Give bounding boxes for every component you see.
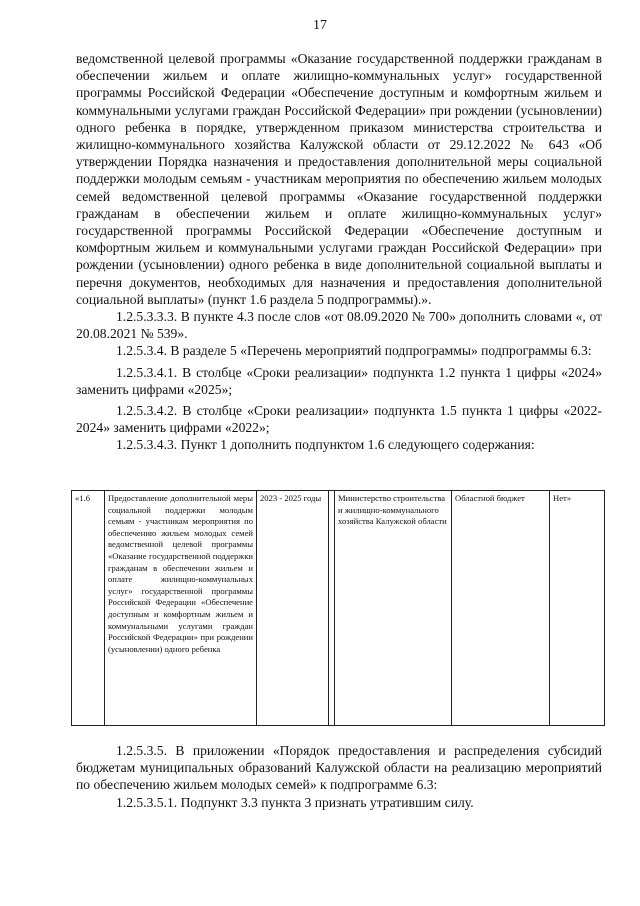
page-number: 17: [313, 18, 327, 33]
paragraph-1-2-5-3-5-1: 1.2.5.3.5.1. Подпункт 3.3 пункта 3 признать утратившим силу.: [116, 794, 474, 810]
paragraph-1-2-5-3-5: 1.2.5.3.5. В приложении «Порядок предоставления и распределения субсидий бюджетам муниципальных образований Калужской области на реализацию мероприятий по обеспечению жильем молодых семей» к подпрограмме 6.3:: [76, 743, 602, 793]
cell-executor: Министерство строительства и жилищно-коммунального хозяйства Калужской области: [335, 491, 452, 726]
paragraph-1-2-5-3-4-1: 1.2.5.3.4.1. В столбце «Сроки реализации» подпункта 1.2 пункта 1 цифры «2024» заменить цифрами «2025»;: [76, 364, 602, 397]
paragraph-continuation: ведомственной целевой программы «Оказание государственной поддержки гражданам в обеспечении жильем и оплате жилищно-коммунальных услуг» государственной программы Российской Федерации «Обеспечение доступным и комфортным жильем и коммунальными услугами граждан Российской Федерации» при рождении (усыновлении) одного ребенка в порядке, утвержденном приказом министерства строительства и жилищно-коммунального хозяйства Калужской области от 29.12.2022 № 643 «Об утверждении Порядка назначения и предоставления дополнительной меры социальной поддержки молодым семьям - участникам мероприятия по обеспечению жильем молодых семей ведомственной целевой программы «Оказание государственной поддержки гражданам в обеспечении жильем и оплате жилищно-коммунальных услуг» государственной программы Российской Федерации «Обеспечение доступным и комфортным жильем и коммунальными услугами граждан Российской Федерации» при рождении (усыновлении) одного ребенка в виде дополнительной социальной выплаты и перечня документов, необходимых для назначения и предоставления дополнительной социальной выплаты» (пункт 1.6 раздела 5 подпрограммы).».: [76, 51, 602, 307]
paragraph-1-2-5-3-4-2: 1.2.5.3.4.2. В столбце «Сроки реализации» подпункта 1.5 пункта 1 цифры «2022-2024» заменить цифрами «2022»;: [76, 403, 602, 436]
cell-period: 2023 - 2025 годы: [257, 491, 329, 726]
paragraph-1-2-5-3-3-3: 1.2.5.3.3.3. В пункте 4.3 после слов «от 08.09.2020 № 700» дополнить словами «, от 20.08.2021 № 539».: [76, 309, 602, 342]
table-row: [72, 491, 605, 726]
activity-table: [71, 490, 605, 726]
paragraph-1-2-5-3-4: 1.2.5.3.4. В разделе 5 «Перечень мероприятий подпрограммы» подпрограммы 6.3:: [116, 343, 592, 359]
cell-number: «1.6: [72, 491, 105, 726]
cell-activity: Предоставление дополнительной меры социальной поддержки молодым семьям - участникам мероприятия по обеспечению жильем молодых семей ведомственной целевой программы «Оказание государственной поддержки гражданам в обеспечении жильем и оплате жилищно-коммунальных услуг» государственной программы Российской Федерации «Обеспечение доступным и комфортным жильем и коммунальными услугами граждан Российской Федерации» при рождении (усыновлении) одного ребенка: [105, 491, 257, 726]
cell-source: Областной бюджет: [452, 491, 550, 726]
cell-amount: Нет»: [550, 491, 605, 726]
paragraph-1-2-5-3-4-3: 1.2.5.3.4.3. Пункт 1 дополнить подпунктом 1.6 следующего содержания:: [116, 437, 535, 453]
tail-text: [76, 742, 602, 811]
body-text: [76, 50, 602, 454]
